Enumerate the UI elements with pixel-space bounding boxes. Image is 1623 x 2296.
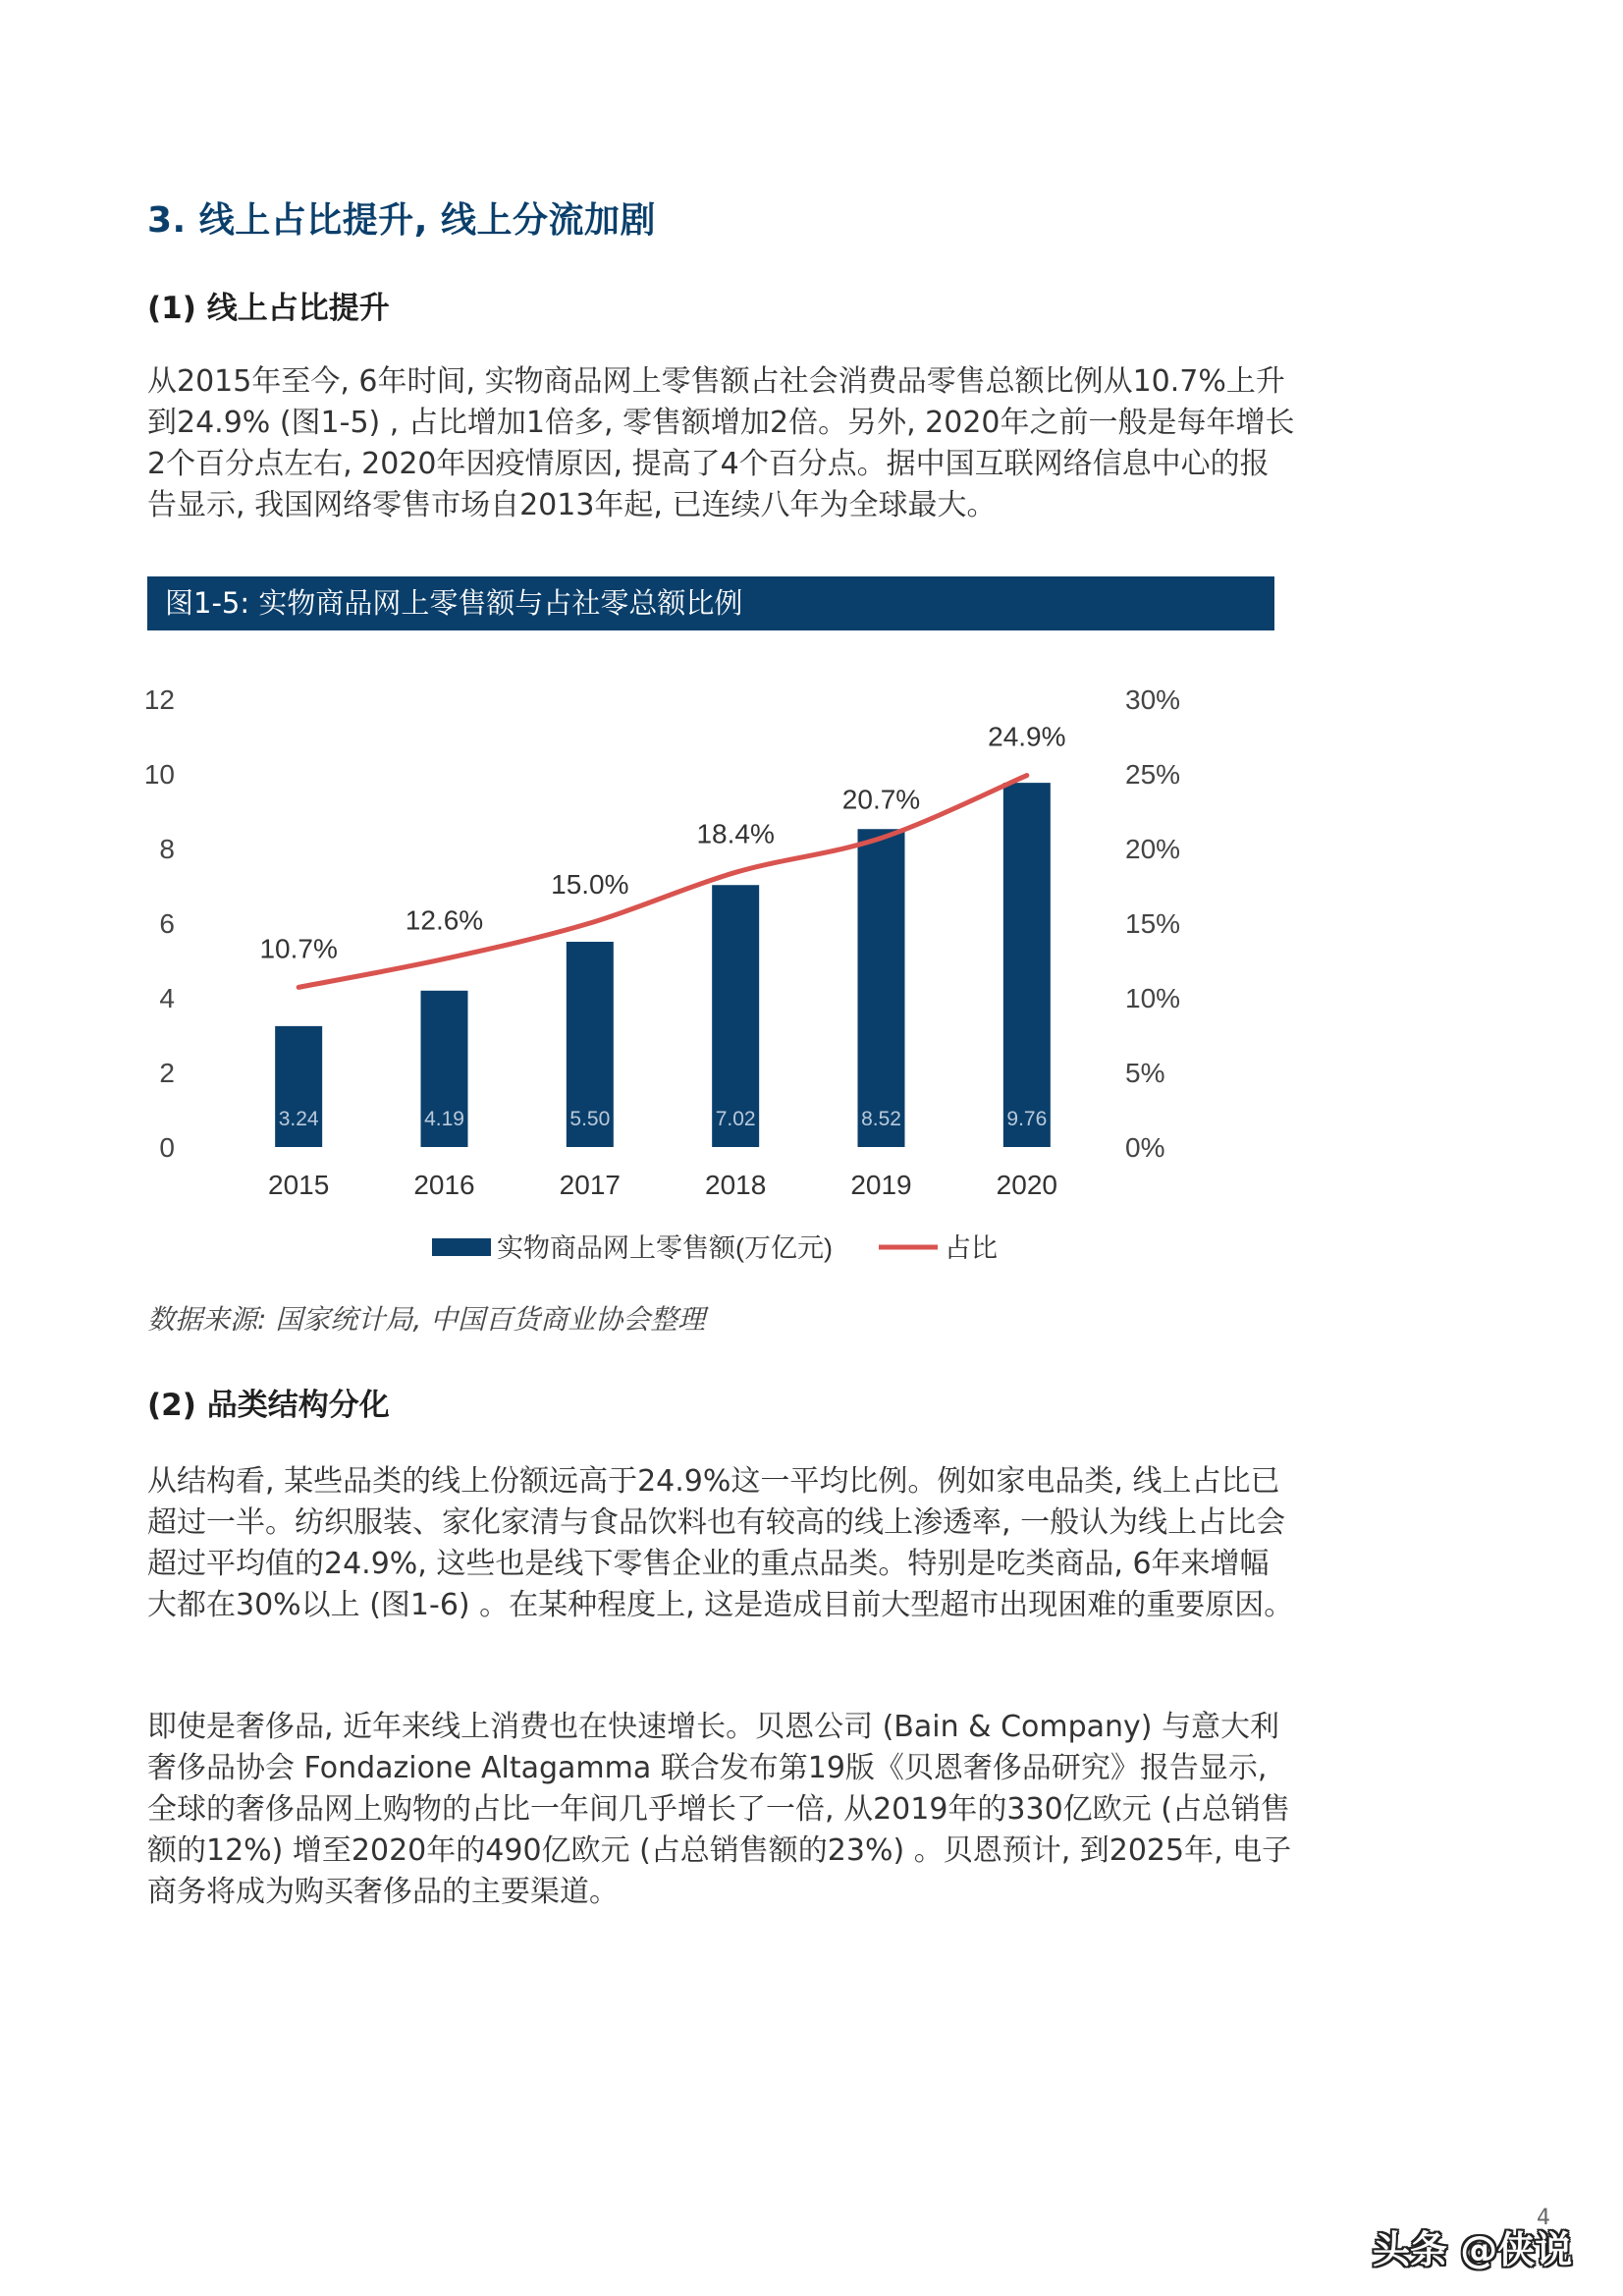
- bar-value-label: 9.76: [1006, 1108, 1048, 1130]
- y-right-tick-label: 20%: [1125, 834, 1181, 864]
- subsection-title-online-share: (1) 线上占比提升: [147, 291, 390, 326]
- watermark-logo: 头条 @侠说: [1373, 2228, 1573, 2271]
- x-tick-label: 2015: [268, 1170, 330, 1200]
- line-value-label: 15.0%: [551, 869, 629, 900]
- bar-value-label: 8.52: [861, 1108, 901, 1130]
- y-right-tick-label: 10%: [1125, 983, 1181, 1013]
- y-right-tick-label: 30%: [1125, 684, 1181, 715]
- subsection-title-category: (2) 品类结构分化: [147, 1388, 390, 1423]
- bar-value-label: 7.02: [715, 1108, 756, 1130]
- source-note: 数据来源: 国家统计局, 中国百货商业协会整理: [147, 1303, 706, 1336]
- page-number: 4: [1537, 2206, 1550, 2230]
- section-title: 3. 线上占比提升, 线上分流加剧: [147, 200, 656, 241]
- paragraph-category-structure: 从结构看, 某些品类的线上份额远高于24.9%这一平均比例。例如家电品类, 线上占比已超过一半。纺织服装、家化家清与食品饮料也有较高的线上渗透率, 一般认为线上占比会超过平均值的24.9%, 这些也是线下零售企业的重点品类。特别是吃类商品, 6年来增幅大都在30%以上 (图1-6) 。在某种程度上, 这是造成目前大型超市出现困难的重要原因。: [147, 1464, 1294, 1622]
- bar-value-label: 4.19: [424, 1108, 464, 1130]
- y-right-tick-label: 0%: [1125, 1132, 1165, 1163]
- line-value-label: 20.7%: [841, 784, 921, 815]
- line-value-label: 24.9%: [988, 721, 1066, 752]
- y-left-tick-label: 10: [143, 759, 175, 790]
- bar-value-label: 3.24: [278, 1108, 319, 1130]
- line-value-label: 12.6%: [405, 904, 484, 936]
- y-right-tick-label: 25%: [1125, 759, 1181, 790]
- x-tick-label: 2018: [705, 1170, 767, 1200]
- y-left-tick-label: 12: [143, 684, 175, 715]
- y-right-tick-label: 5%: [1125, 1058, 1165, 1088]
- x-tick-label: 2020: [996, 1170, 1057, 1200]
- bar-2019: [858, 829, 905, 1147]
- combo-chart: [128, 668, 1257, 1296]
- line-value-label: 10.7%: [259, 933, 338, 964]
- paragraph-online-share: 从2015年至今, 6年时间, 实物商品网上零售额占社会消费品零售总额比例从10.7%上升到24.9% (图1-5) , 占比增加1倍多, 零售额增加2倍。另外, 2020年之前一般是每年增长2个百分点左右, 2020年因疫情原因, 提高了4个百分点。据中国互联网络信息中心的报告显示, 我国网络零售市场自2013年起, 已连续八年为全球最大。: [147, 364, 1295, 522]
- bar-2020: [1003, 783, 1051, 1147]
- x-tick-label: 2019: [850, 1170, 912, 1200]
- y-left-tick-label: 6: [159, 908, 175, 939]
- bar-value-label: 5.50: [569, 1108, 611, 1130]
- line-value-label: 18.4%: [696, 818, 775, 849]
- paragraph-luxury: 即使是奢侈品, 近年来线上消费也在快速增长。贝恩公司 (Bain & Company) 与意大利奢侈品协会 Fondazione Altagamma 联合发布第19版《贝恩奢侈品研究》报告显示, 全球的奢侈品网上购物的占比一年间几乎增长了一倍, 从2019年的330亿欧元 (占总销售额的12%) 增至2020年的490亿欧元 (占总销售额的23%) 。贝恩预计, 到2025年, 电子商务将成为购买奢侈品的主要渠道。: [147, 1710, 1292, 1909]
- figure-title-banner: 图1-5: 实物商品网上零售额与占社零总额比例: [147, 576, 1274, 630]
- legend-swatch-bar: [432, 1238, 491, 1256]
- x-tick-label: 2016: [413, 1170, 475, 1200]
- x-tick-label: 2017: [559, 1170, 621, 1200]
- legend-label-line: 占比: [945, 1233, 998, 1263]
- y-left-tick-label: 2: [159, 1058, 175, 1088]
- y-left-tick-label: 4: [159, 983, 175, 1013]
- y-right-tick-label: 15%: [1125, 908, 1181, 939]
- legend-label-bar: 实物商品网上零售额(万亿元): [497, 1233, 833, 1263]
- y-left-tick-label: 0: [159, 1132, 175, 1163]
- y-left-tick-label: 8: [159, 834, 175, 864]
